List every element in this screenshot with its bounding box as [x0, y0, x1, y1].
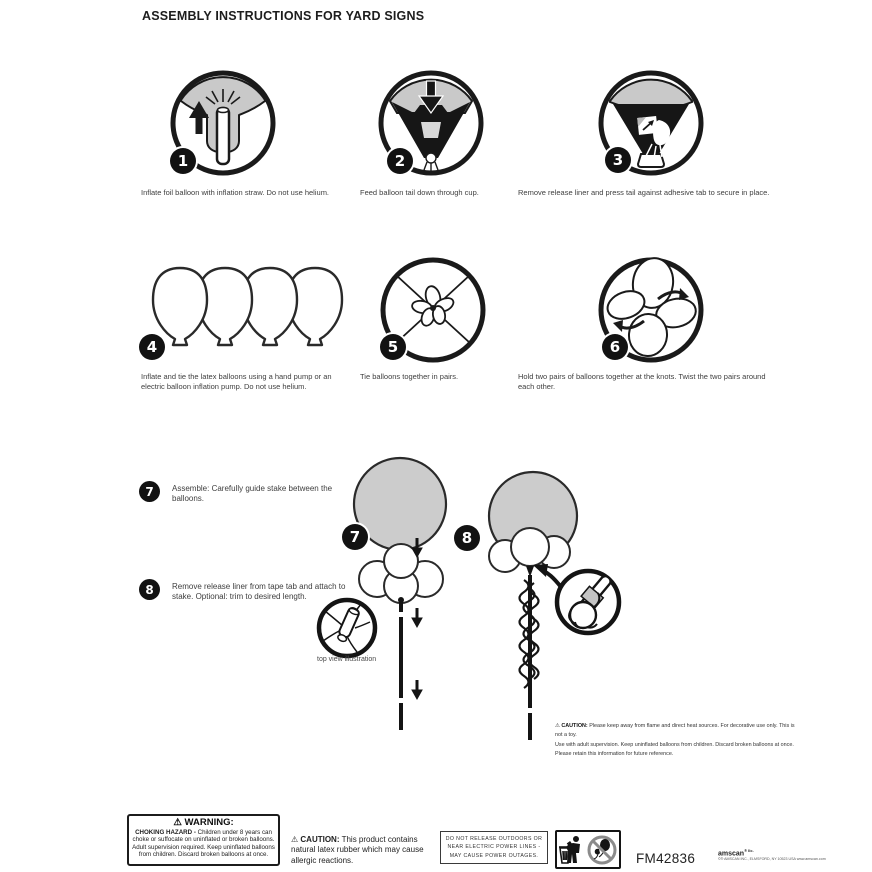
inflation-straw [217, 108, 229, 164]
step8-badge: 8 [139, 579, 160, 600]
brand-logo: amscan$^{® llc.}$ [718, 848, 754, 858]
step2-caption: Feed balloon tail down through cup. [360, 188, 479, 197]
cup-base [638, 154, 664, 167]
step6-caption: Hold two pairs of balloons together at the knots. Twist the two pairs around each other. [518, 372, 766, 391]
step1-badge: 1 [170, 148, 196, 174]
step8-caption: Remove release liner from tape tab and attach to stake. Optional: trim to desired length. [172, 582, 346, 602]
step6-badge: 6 [602, 334, 628, 360]
choking-warning-box [127, 814, 280, 866]
disposal-icons-box [555, 830, 621, 869]
assembly-illustration [300, 440, 660, 760]
top-view-inset [319, 600, 375, 656]
top-view-label: top view illustration [317, 656, 377, 663]
warning-triangle-icon: ⚠ [555, 723, 560, 729]
latex-caution: ⚠ CAUTION: This product contains natural latex rubber which may cause allergic reactions. [291, 835, 424, 865]
page-title: ASSEMBLY INSTRUCTIONS FOR YARD SIGNS [142, 9, 425, 23]
product-code: FM42836 [636, 851, 696, 866]
step7-caption: Assemble: Carefully guide stake between the balloons. [172, 484, 333, 504]
caution-line-3: Please retain this information for future reference. [555, 751, 674, 758]
step1-caption: Inflate foil balloon with inflation straw. Do not use helium. [141, 188, 330, 197]
step3-caption: Remove release liner and press tail against adhesive tab to secure in place. [518, 188, 770, 197]
brand-address-line: ©® AMSCAN INC., ELMSFORD, NY 10523 USA www.amscan.com [718, 857, 826, 861]
hand-tape-inset [557, 571, 619, 633]
power-lines-warning-box [440, 831, 548, 864]
caution-block [555, 722, 795, 760]
caution-lead: CAUTION: [561, 723, 588, 729]
step7-badge: 7 [139, 481, 160, 502]
warning-body: CHOKING HAZARD - Children under 8 years can choke or suffocate on uninflated or broken balloons. Adult supervision required. Keep uninflated balloons from children. Discard broken balloons at once. [132, 829, 275, 858]
dispose-properly-icon [559, 835, 585, 865]
power-lines-text: DO NOT RELEASE OUTDOORS OR NEAR ELECTRIC POWER LINES - MAY CAUSE POWER OUTAGES. [445, 835, 543, 859]
step5-badge: 5 [380, 334, 406, 360]
warning-triangle-icon: ⚠ [291, 835, 299, 844]
no-balloon-release-icon [587, 835, 617, 865]
stake-7 [396, 598, 406, 730]
caution-line-2: Use with adult supervision. Keep uninflated balloons from children. Discard broken balloons at once. [555, 741, 794, 748]
step4-caption: Inflate and tie the latex balloons using a hand pump or an electric balloon inflation pump. Do not use helium. [141, 372, 332, 391]
step8-illustration-badge: 8 [454, 525, 480, 551]
step3-badge: 3 [605, 147, 631, 173]
step7-illustration-badge: 7 [342, 524, 368, 550]
step2-badge: 2 [387, 148, 413, 174]
hand-icon [570, 602, 596, 628]
caution-line-1: ⚠ CAUTION: Please keep away from flame and direct heat sources. For decorative use only. This is not a toy. [555, 723, 795, 739]
step5-caption: Tie balloons together in pairs. [360, 372, 459, 381]
warning-triangle-icon: ⚠ [173, 817, 182, 828]
warning-title: ⚠ WARNING: [173, 817, 234, 828]
step4-latex-balloons-icon [148, 260, 348, 360]
step4-badge: 4 [139, 334, 165, 360]
balloon-cluster-7 [359, 544, 443, 603]
